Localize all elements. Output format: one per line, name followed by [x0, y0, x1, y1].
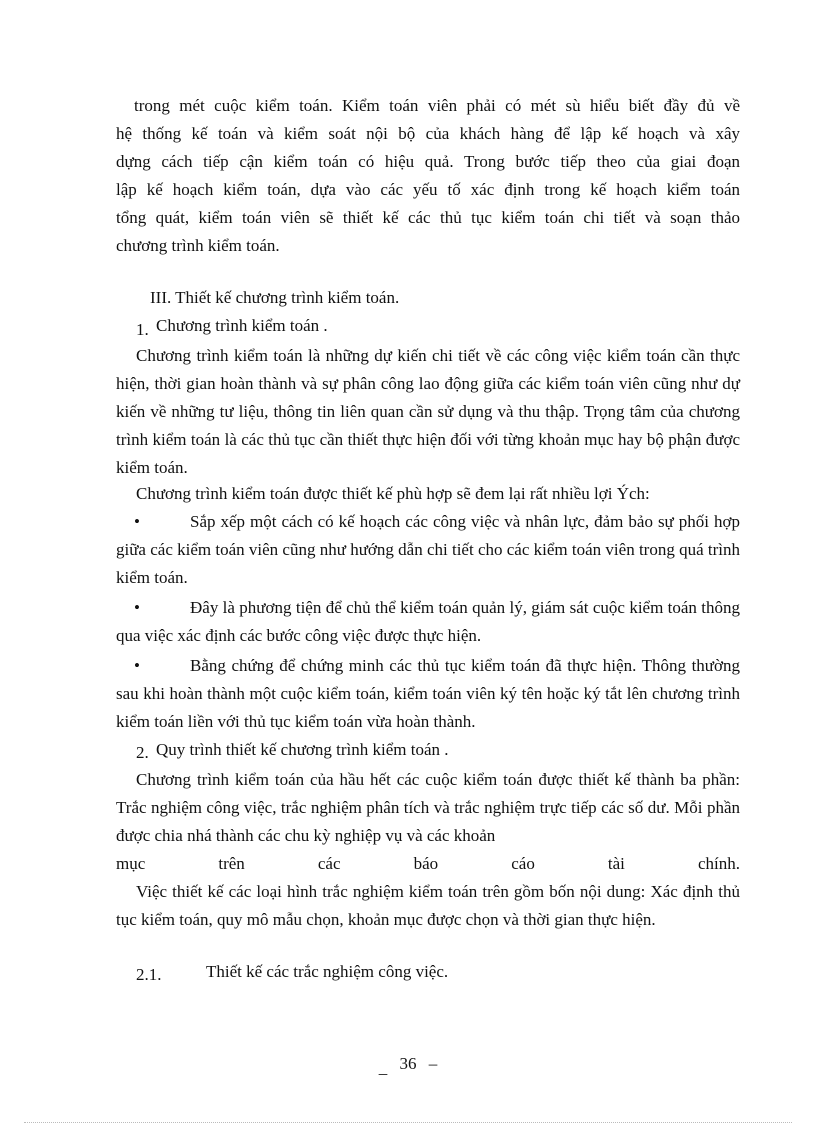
intro-line: lập kế hoạch kiểm toán, dựa vào các yếu tố xác định trong kế hoạch kiểm toán: [116, 180, 740, 199]
section-heading: III. Thiết kế chương trình kiểm toán.: [150, 288, 400, 307]
footer-left-mark: _: [378, 1058, 388, 1077]
page-footer: [0, 1054, 816, 1077]
bullet-text: Sắp xếp một cách có kế hoạch các công việc và nhân lực, đảm bảo sự phối hợp giữa các kiểm toán viên cũng như hướng dẫn chi tiết cho các kiểm toán viên trong quá trình kiểm toán.: [116, 512, 740, 587]
paragraph-3: Chương trình kiểm toán của hầu hết các cuộc kiểm toán được thiết kế thành ba phần: Trắc nghiệm công việc, trắc nghiệm phân tích và trắc nghiệm trực tiếp các số dư. Mỗi phần được chia nhá thành các chu kỳ nghiệp vụ và các khoản: [116, 770, 740, 845]
bullet-icon: •: [134, 512, 140, 531]
intro-line: trong mét cuộc kiểm toán. Kiểm toán viên phải có mét sù hiểu biết đầy đủ về: [134, 96, 740, 115]
bullet-item: [116, 652, 740, 736]
subheading-2-title: Quy trình thiết kế chương trình kiểm toán .: [156, 740, 449, 759]
subheading-1: [136, 314, 328, 338]
bullet-text: Bằng chứng để chứng minh các thủ tục kiểm toán đã thực hiện. Thông thường sau khi hoàn thành một cuộc kiểm toán, kiểm toán viên ký tên hoặc ký tắt lên chương trình kiểm toán liền với thủ tục kiểm toán vừa hoàn thành.: [116, 656, 740, 731]
bullet-icon: •: [134, 598, 140, 617]
intro-line: tổng quát, kiểm toán viên sẽ thiết kế các thủ tục kiểm toán chi tiết và soạn thảo: [116, 208, 740, 227]
intro-line: dựng cách tiếp cận kiểm toán có hiệu quả. Trong bước tiếp theo của giai đoạn: [116, 152, 740, 171]
subheading-2: [136, 738, 449, 762]
bullet-text: Đây là phương tiện để chủ thể kiểm toán quản lý, giám sát cuộc kiểm toán thông qua việc xác định các bước công việc được thực hiện.: [116, 598, 740, 645]
subheading-1-title: Chương trình kiểm toán .: [156, 316, 328, 335]
paragraph-1: Chương trình kiểm toán là những dự kiến chi tiết về các công việc kiểm toán cần thực hiện, thời gian hoàn thành và sự phân công lao động giữa các kiểm toán viên cũng như dự kiến về những tư liệu, thông tin liên quan cần sử dụng và thu thập. Trọng tâm của chương trình kiểm toán là các thủ tục cần thiết thực hiện đối với từng khoản mục hay bộ phận được kiểm toán.: [116, 346, 740, 477]
intro-line: hệ thống kế toán và kiểm soát nội bộ của khách hàng để lập kế hoạch và xây: [116, 124, 740, 143]
page-number: 36: [399, 1054, 417, 1073]
paragraph-3-last-line: mục trên các báo cáo tài chính.: [116, 854, 740, 873]
bullet-item: [116, 594, 740, 650]
subheading-2-number: 2.: [136, 743, 149, 762]
footer-right-mark: –: [428, 1054, 438, 1073]
paragraph-2: Chương trình kiểm toán được thiết kế phù hợp sẽ đem lại rất nhiều lợi Ých:: [136, 484, 650, 503]
bullet-item: [116, 508, 740, 592]
subheading-2-1-number: 2.1.: [136, 965, 162, 984]
paragraph-4: Việc thiết kế các loại hình trắc nghiệm kiểm toán trên gồm bốn nội dung: Xác định thủ tục kiểm toán, quy mô mẫu chọn, khoản mục được chọn và thời gian thực hiện.: [116, 882, 740, 929]
subheading-2-1: [136, 960, 448, 984]
bullet-icon: •: [134, 656, 140, 675]
subheading-2-1-title: Thiết kế các trắc nghiệm công việc.: [206, 962, 449, 981]
subheading-1-number: 1.: [136, 320, 149, 339]
intro-line: chương trình kiểm toán.: [116, 236, 280, 255]
